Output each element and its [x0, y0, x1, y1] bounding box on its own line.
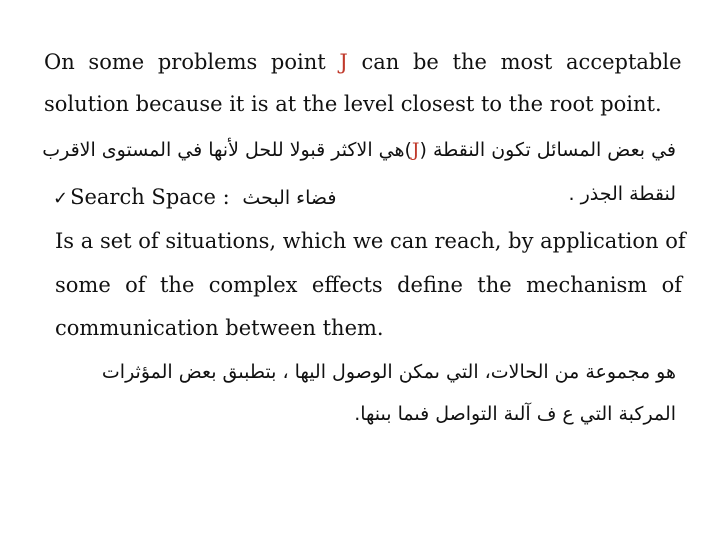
paragraph1-line1-after: can be the most acceptable [361, 50, 682, 74]
search-space-arabic: فضاء البحث [242, 187, 337, 209]
paragraph1-line1 [44, 48, 682, 76]
arabic1-line2: لنقطة الجذر . [568, 183, 676, 205]
arabic2-line2: المركبة التي ع ف آلىة التواصل فىما بىنها. [354, 403, 676, 425]
arabic1-j-variable: J [411, 139, 420, 161]
search-space-label: Search Space : [70, 185, 230, 209]
search-space-heading [53, 183, 336, 213]
paragraph1-line1-before: On some problems point [44, 50, 326, 74]
arabic1-line1 [42, 136, 676, 164]
definition-line3: communication between them. [55, 316, 384, 340]
arabic1-line1-right: في بعض المسائل تكون النقطة ( [419, 139, 676, 161]
arabic1-line1-left: )هي الاكثر قبولا للحل لأنها في المستوى الاقرب [42, 139, 412, 161]
definition-line1: Is a set of situations, which we can reach, by application of [55, 229, 686, 253]
definition-line2: some of the complex effects define the mechanism of [55, 273, 682, 297]
point-j-variable: J [339, 50, 348, 74]
arabic2-line1: هو مجموعة من الحالات، التي ىمكن الوصول اليها ، بتطبىق بعض المؤثرات [101, 361, 676, 383]
paragraph1-line2: solution because it is at the level closest to the root point. [44, 92, 662, 116]
checkmark-icon: ✓ [53, 188, 69, 209]
